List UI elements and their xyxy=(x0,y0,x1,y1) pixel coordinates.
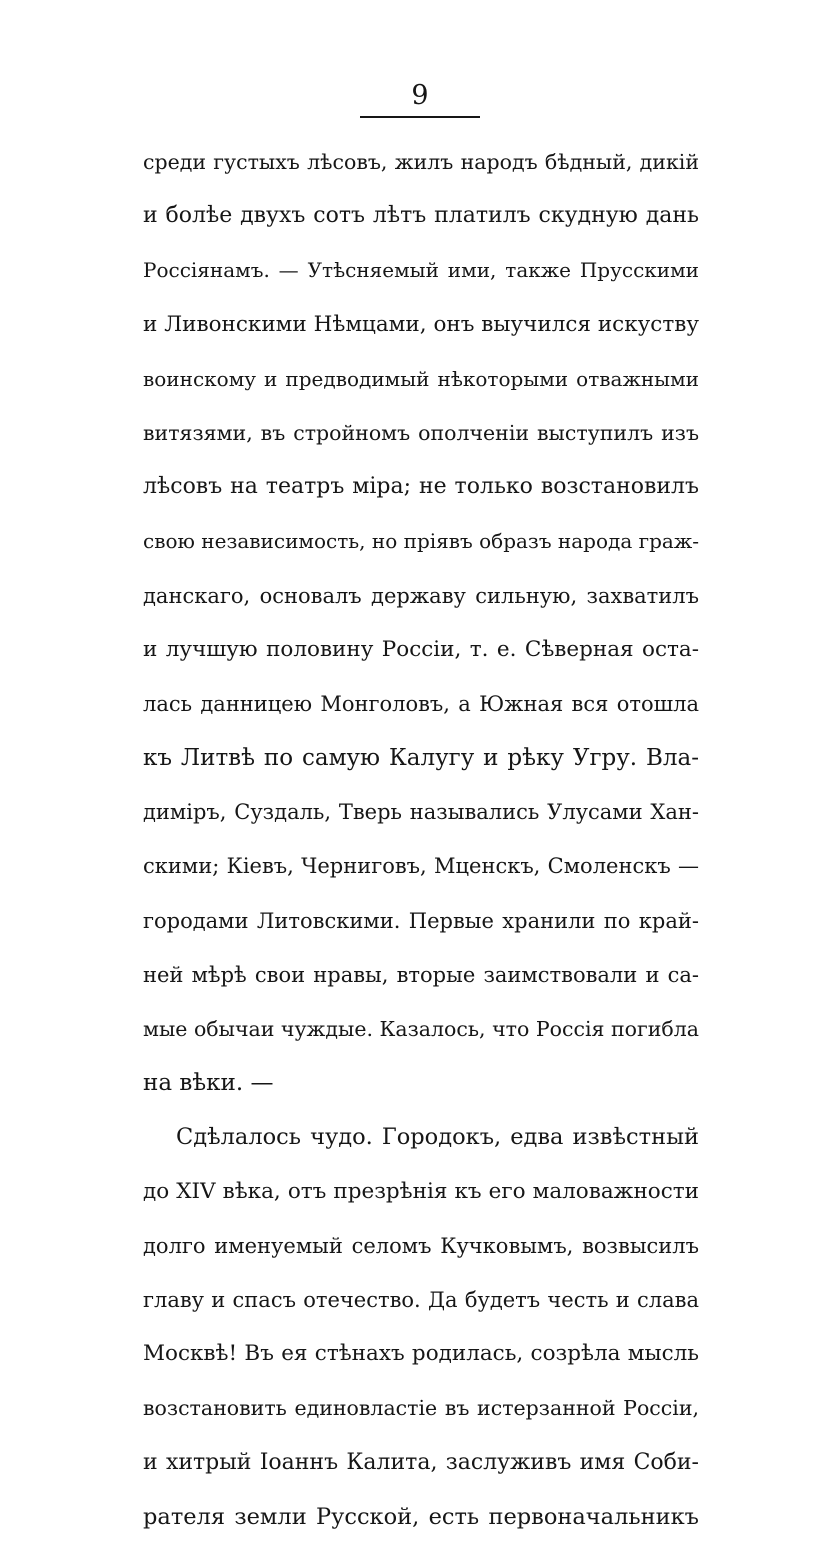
text-line: возстановить единовластіе въ истерзанной Россіи, xyxy=(143,1396,699,1421)
text-line: лась данницею Монголовъ, а Южная вся отошла xyxy=(143,691,699,716)
text-line: рателя земли Русской, есть первоначальникъ xyxy=(143,1503,699,1530)
text-line: долго именуемый селомъ Кучковымъ, возвысилъ xyxy=(143,1233,699,1258)
text-line: на вѣки. — xyxy=(143,1070,274,1097)
text-line: витязями, въ стройномъ ополченіи выступилъ изъ xyxy=(143,420,699,445)
text-line: диміръ, Суздаль, Тверь назывались Улусами Хан- xyxy=(143,800,699,825)
text-line: главу и спасъ отечество. Да будетъ честь и слава xyxy=(143,1287,699,1312)
text-line: городами Литовскими. Первые хранили по край- xyxy=(143,908,699,933)
text-line: Москвѣ! Въ ея стѣнахъ родилась, созрѣла мысль xyxy=(143,1341,699,1367)
paragraph-start-line: Сдѣлалось чудо. Городокъ, едва извѣстный xyxy=(176,1124,699,1151)
text-line: ней мѣрѣ свои нравы, вторые заимствовали и са- xyxy=(143,962,699,987)
text-line: мые обычаи чуждые. Казалось, что Россія погибла xyxy=(143,1017,699,1041)
text-line: и лучшую половину Россіи, т. е. Сѣверная оста- xyxy=(143,636,699,662)
text-line: воинскому и предводимый нѣкоторыми отважными xyxy=(143,366,699,391)
text-line: и Ливонскими Нѣмцами, онъ выучился искуству xyxy=(143,311,699,337)
text-line: данскаго, основалъ державу сильную, захватилъ xyxy=(143,583,699,608)
text-line: среди густыхъ лѣсовъ, жилъ народъ бѣдный, дикій xyxy=(143,150,699,174)
text-line: и хитрый Іоаннъ Калита, заслуживъ имя Соби- xyxy=(143,1449,699,1475)
text-line: до XIV вѣка, отъ презрѣнія къ его маловажности xyxy=(143,1178,699,1204)
text-line: свою независимость, но прiявъ образъ народа граж- xyxy=(143,529,699,554)
text-line: скими; Кіевъ, Черниговъ, Мценскъ, Смоленскъ — xyxy=(143,854,699,879)
text-line: къ Литвѣ по самую Калугу и рѣку Угру. Вла- xyxy=(143,745,699,772)
text-line: Россіянамъ. — Утѣсняемый ими, также Прусскими xyxy=(143,258,699,283)
body-text xyxy=(143,135,699,1544)
page-number: 9 xyxy=(411,80,429,111)
text-line: и болѣе двухъ сотъ лѣтъ платилъ скудную дань xyxy=(143,203,699,229)
text-line: лѣсовъ на театръ міра; не только возстановилъ xyxy=(143,474,699,500)
header-rule xyxy=(360,116,480,118)
